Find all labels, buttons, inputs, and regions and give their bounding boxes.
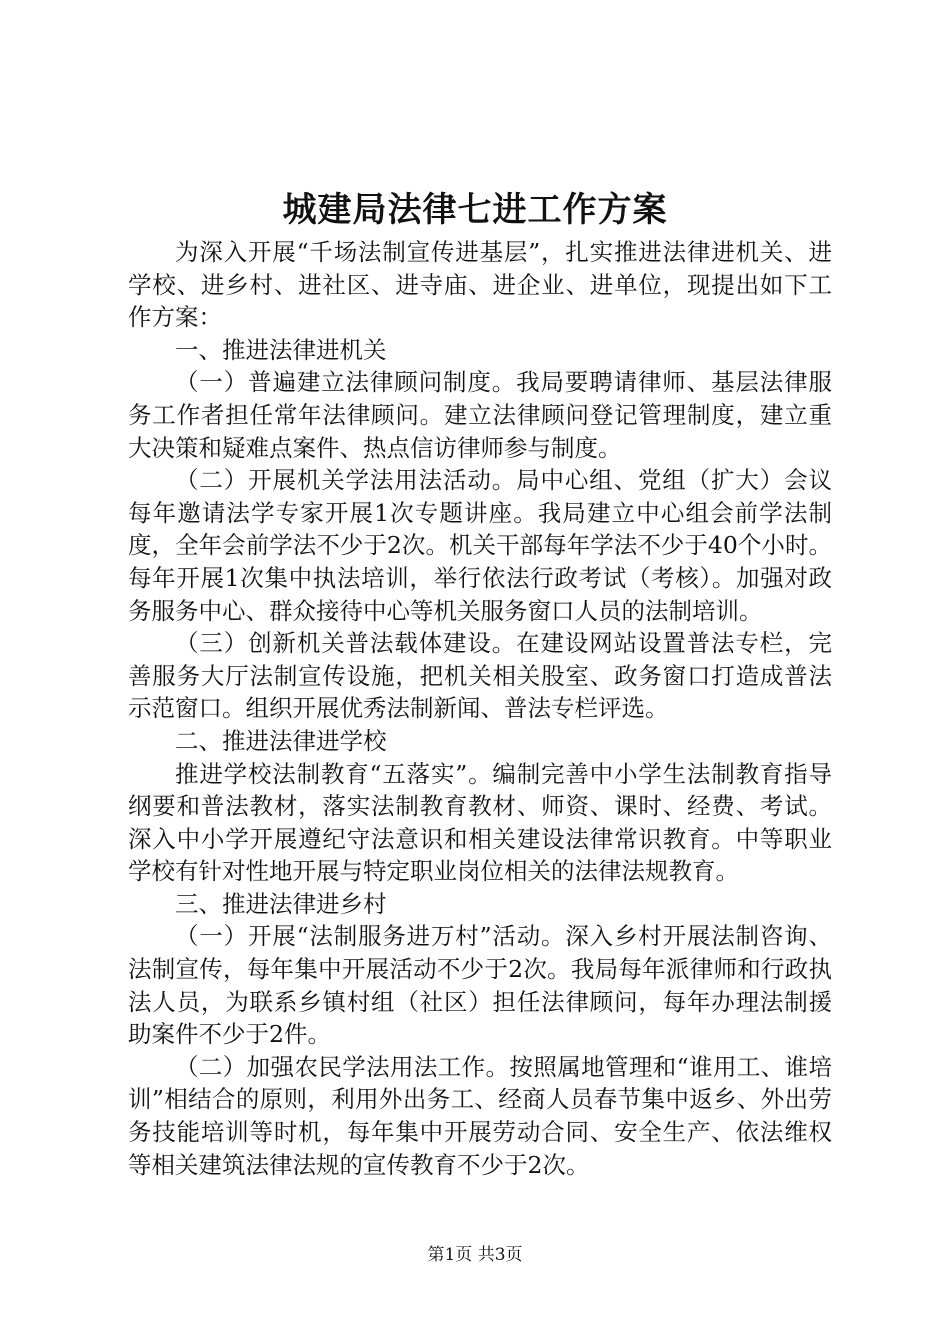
section-heading-3: 三、推进法律进乡村 (175, 889, 387, 918)
section-3-item-2: （二）加强农民学法用法工作。按照属地管理和“谁用工、谁培训”相结合的原则，利用外出务工、经商人员春节集中返乡、外出劳务技能培训等时机，每年集中开展劳动合同、安全生产、依法维权等相关建筑法律法规的宣传教育不少于2次。 (128, 1052, 832, 1179)
section-heading-2: 二、推进法律进学校 (175, 726, 387, 755)
intro-paragraph: 为深入开展“千场法制宣传进基层”，扎实推进法律进机关、进学校、进乡村、进社区、进寺庙、进企业、进单位，现提出如下工作方案： (128, 238, 832, 332)
document-body (128, 236, 832, 1181)
document-title: 城建局法律七进工作方案 (282, 190, 668, 230)
section-1-item-3: （三）创新机关普法载体建设。在建设网站设置普法专栏，完善服务大厅法制宣传设施，把机关相关股室、政务窗口打造成普法示范窗口。组织开展优秀法制新闻、普法专栏评选。 (128, 629, 832, 723)
section-2-paragraph: 推进学校法制教育“五落实”。编制完善中小学生法制教育指导纲要和普法教材，落实法制教育教材、师资、课时、经费、考试。深入中小学开展遵纪守法意识和相关建设法律常识教育。中等职业学校有针对性地开展与特定职业岗位相关的法律法规教育。 (128, 759, 832, 886)
page-footer: 第1页 共3页 (427, 1245, 523, 1265)
section-heading-1: 一、推进法律进机关 (175, 335, 387, 364)
section-1-item-1: （一）普遍建立法律顾问制度。我局要聘请律师、基层法律服务工作者担任常年法律顾问。建立法律顾问登记管理制度，建立重大决策和疑难点案件、热点信访律师参与制度。 (128, 368, 832, 462)
section-3-item-1: （一）开展“法制服务进万村”活动。深入乡村开展法制咨询、法制宣传，每年集中开展活动不少于2次。我局每年派律师和行政执法人员，为联系乡镇村组（社区）担任法律顾问，每年办理法制援助案件不少于2件。 (128, 922, 832, 1049)
section-1-item-2: （二）开展机关学法用法活动。局中心组、党组（扩大）会议每年邀请法学专家开展1次专题讲座。我局建立中心组会前学法制度，全年会前学法不少于2次。机关干部每年学法不少于40个小时。每年开展1次集中执法培训，举行依法行政考试（考核）。加强对政务服务中心、群众接待中心等机关服务窗口人员的法制培训。 (128, 466, 832, 625)
